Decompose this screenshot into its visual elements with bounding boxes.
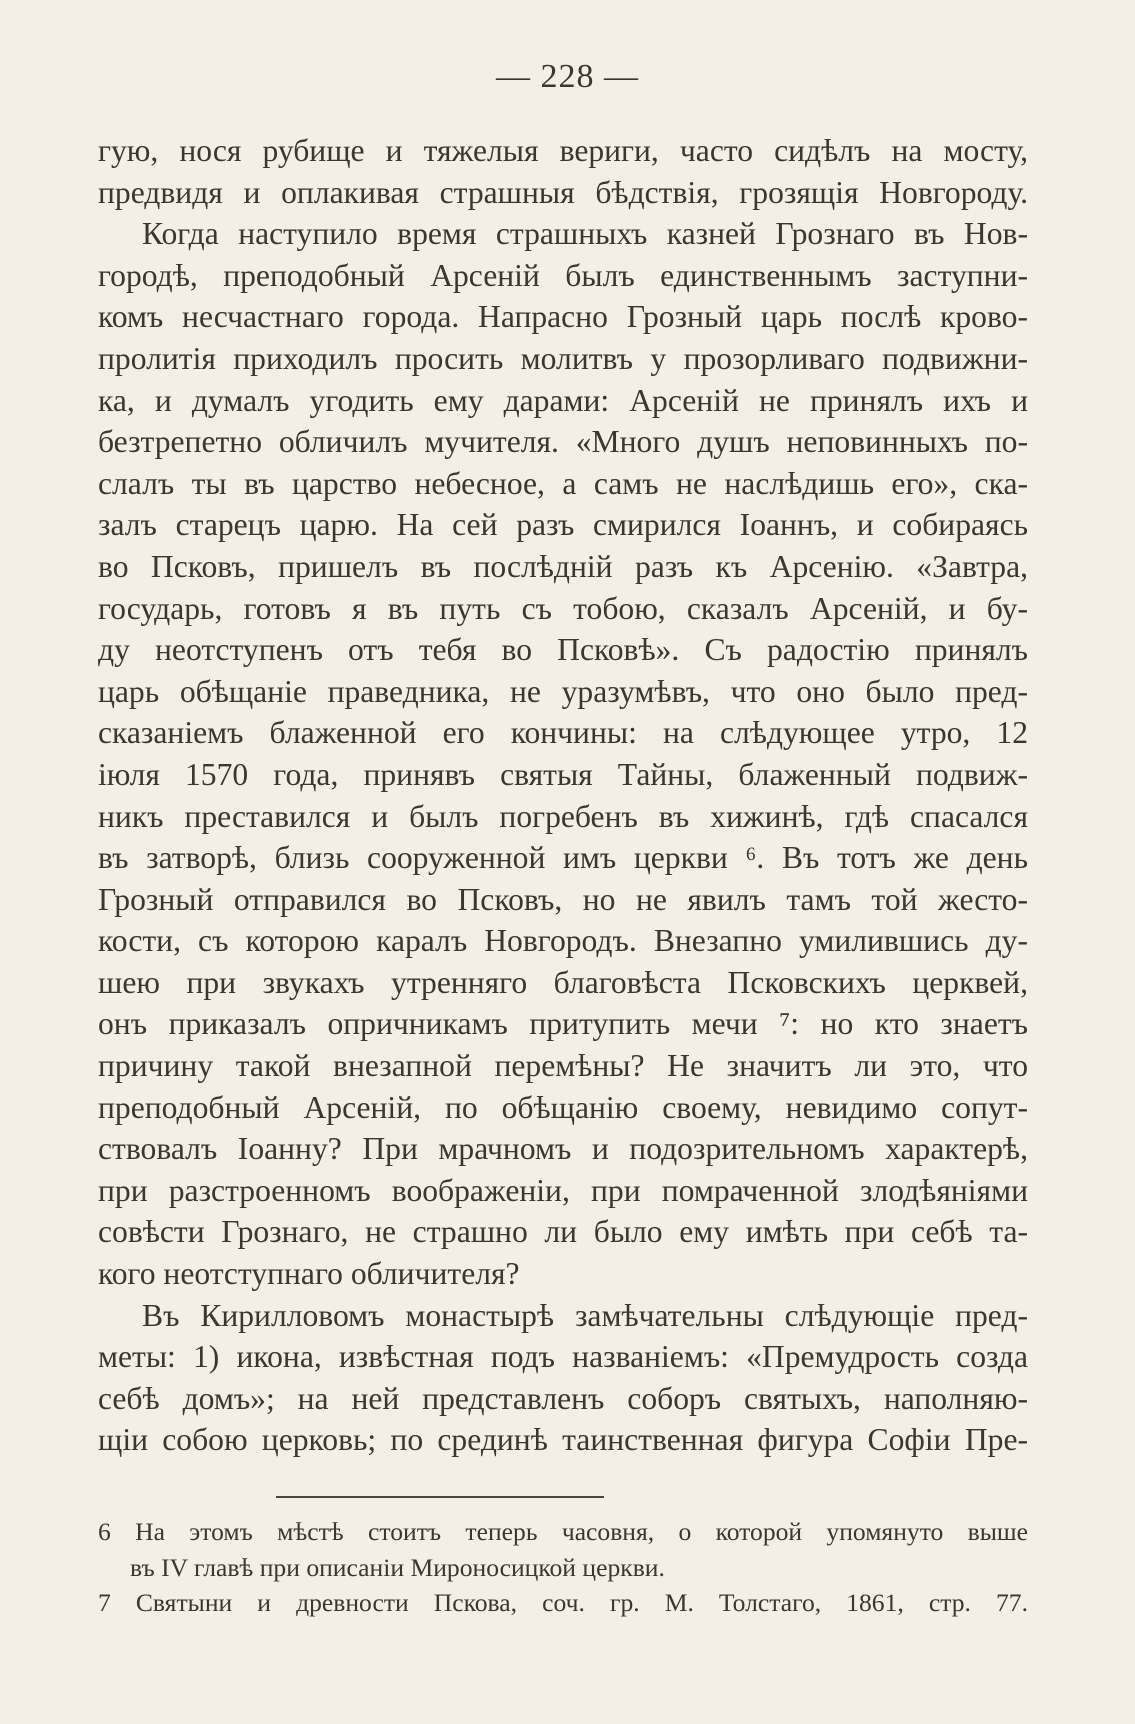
text-line: комъ несчастнаго города. Напрасно Грозный царь послѣ крово- (98, 299, 1028, 335)
text-line: Когда наступило время страшныхъ казней Грознаго въ Нов- (142, 216, 1028, 252)
text-line: кости, съ которою каралъ Новгородъ. Внезапно умилившись ду- (98, 923, 1028, 959)
text-line: себѣ домъ»; на ней представленъ соборъ святыхъ, наполняю- (98, 1380, 1028, 1416)
text-line: безтрепетно обличилъ мучителя. «Много душъ неповинныхъ по- (98, 424, 1028, 460)
text-line: щіи собою церковь; по срединѣ таинственная фигура Софіи Пре- (98, 1422, 1028, 1458)
text-line: слалъ ты въ царство небесное, а самъ не наслѣдишь его», ска- (98, 465, 1028, 501)
text-line: ка, и думалъ угодить ему дарами: Арсеній не принялъ ихъ и (98, 382, 1028, 418)
text-line: въ затворѣ, близь сооруженной имъ церкви ⁶. Въ тотъ же день (98, 840, 1028, 876)
text-line: государь, готовъ я въ путь съ тобою, сказалъ Арсеній, и бу- (98, 590, 1028, 626)
text-line: никъ преставился и былъ погребенъ въ хижинѣ, гдѣ спасался (98, 798, 1028, 834)
text-line: іюля 1570 года, принявъ святыя Тайны, блаженный подвиж- (98, 756, 1028, 792)
text-line: совѣсти Грознаго, не страшно ли было ему имѣть при себѣ та- (98, 1214, 1028, 1250)
text-line: кого неотступнаго обличителя? (98, 1256, 520, 1292)
footnote-line: 7 Святыни и древности Пскова, соч. гр. М. Толстаго, 1861, стр. 77. (98, 1588, 1028, 1617)
page-number: — 228 — (496, 58, 639, 95)
footnotes (98, 1514, 1028, 1621)
footnote-line: 6 На этомъ мѣстѣ стоитъ теперь часовня, о которой упомянуто выше (98, 1517, 1028, 1546)
text-line: ствовалъ Іоанну? При мрачномъ и подозрительномъ характерѣ, (98, 1131, 1028, 1167)
text-line: меты: 1) икона, извѣстная подъ названіемъ: «Премудрость созда (98, 1339, 1028, 1375)
text-line: Грозный отправился во Псковъ, но не явилъ тамъ той жесто- (98, 881, 1028, 917)
text-line: шею при звукахъ утренняго благовѣста Псковскихъ церквей, (98, 964, 1028, 1000)
footnote-line: въ IV главѣ при описаніи Мироносицкой церкви. (130, 1552, 665, 1582)
text-line: преподобный Арсеній, по обѣщанію своему, невидимо сопут- (98, 1089, 1028, 1125)
text-line: Въ Кирилловомъ монастырѣ замѣчательны слѣдующіе пред- (142, 1297, 1028, 1333)
text-line: причину такой внезапной перемѣны? Не значитъ ли это, что (98, 1048, 1028, 1084)
text-line: предвидя и оплакивая страшныя бѣдствія, грозящія Новгороду. (98, 174, 1028, 210)
text-line: ду неотступенъ отъ тебя во Псковѣ». Съ радостію принялъ (98, 632, 1028, 668)
text-line: во Псковъ, пришелъ въ послѣдній разъ къ Арсенію. «Завтра, (98, 548, 1028, 584)
main-text (98, 130, 1028, 1461)
text-line: царь обѣщаніе праведника, не уразумѣвъ, что оно было пред- (98, 673, 1028, 709)
text-line: сказаніемъ блаженной его кончины: на слѣдующее утро, 12 (98, 715, 1028, 751)
text-line: пролитія приходилъ просить молитвъ у прозорливаго подвижни- (98, 340, 1028, 376)
text-line: городѣ, преподобный Арсеній былъ единственнымъ заступни- (98, 257, 1028, 293)
text-line: гую, нося рубище и тяжелыя вериги, часто сидѣлъ на мосту, (98, 133, 1028, 168)
text-line: при разстроенномъ воображеніи, при помраченной злодѣяніями (98, 1172, 1028, 1208)
text-line: залъ старецъ царю. На сей разъ смирился Іоаннъ, и собираясь (98, 507, 1028, 543)
footnote-divider (276, 1496, 604, 1498)
text-line: онъ приказалъ опричникамъ притупить мечи ⁷: но кто знаетъ (98, 1006, 1028, 1042)
